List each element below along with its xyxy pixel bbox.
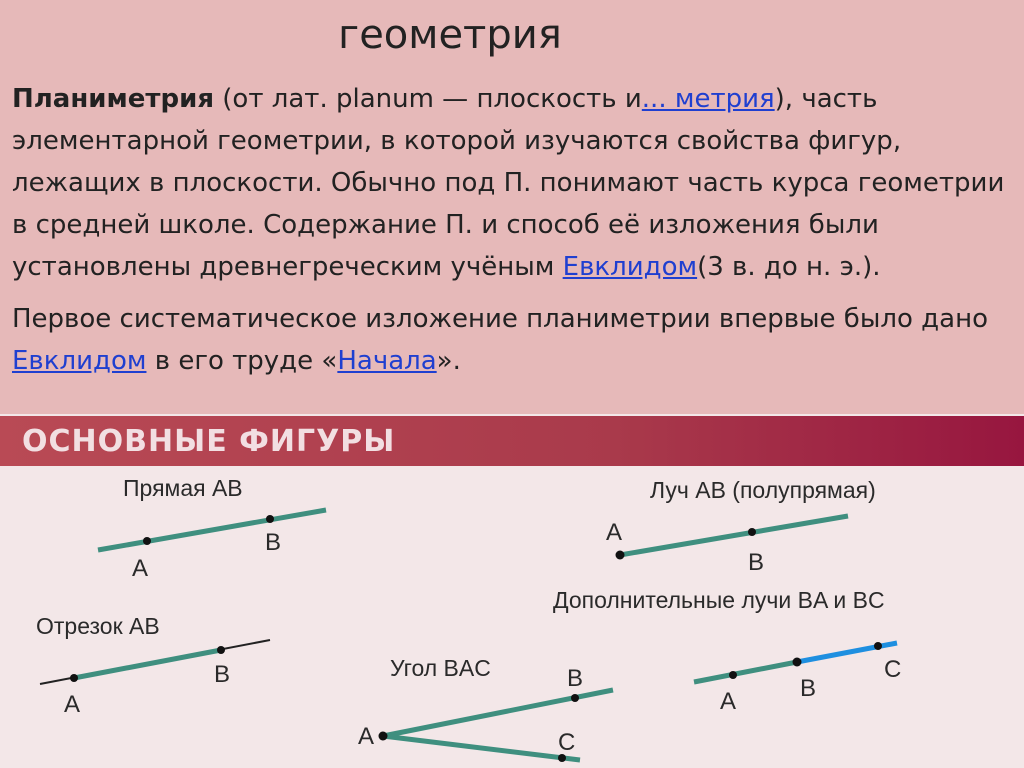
ray-bc [797,643,897,662]
label-a: A [64,691,81,718]
figure-segment [36,613,270,718]
text-fragment: ), часть элементарной геометрии, в которой изучаются свойства фигур, лежащих в плоскости. Обычно под П. понимают часть курса геометрии в средней школе. Содержание П. и способ её изложения были установлены древнегреческим учёным [12,84,1005,282]
link-elements[interactable]: Начала [337,346,437,376]
caption-complementary: Дополнительные лучи BA и BC [553,587,885,613]
point-a [616,551,625,560]
point-a [70,674,78,682]
point-a [143,537,151,545]
label-c: C [558,729,576,756]
paragraph-1 [12,78,1012,288]
text-fragment: (от лат. planum — плоскость и [214,84,642,114]
label-b: B [800,675,817,702]
point-b [266,515,274,523]
label-b: B [214,661,231,688]
label-a: A [132,555,149,582]
text-block [12,78,1012,382]
label-c: C [884,656,902,683]
banner-title: ОСНОВНЫЕ ФИГУРЫ [22,424,396,459]
link-euclid-2[interactable]: Евклидом [12,346,147,376]
point-c [874,642,882,650]
text-fragment: в его труде « [146,346,338,376]
caption-line: Прямая AB [123,475,243,501]
ray-ba [694,662,797,682]
label-a: A [606,519,623,546]
line-ab [98,510,326,550]
text-fragment: ». [436,346,461,376]
link-metria[interactable]: ... метрия [641,84,775,114]
point-b [571,694,579,702]
point-a [379,732,388,741]
point-a [729,671,737,679]
point-b [217,646,225,654]
text-fragment: (3 в. до н. э.). [697,252,881,282]
text-fragment: Первое систематическое изложение планиметрии впервые было дано [12,304,988,334]
link-euclid[interactable]: Евклидом [562,252,698,282]
point-b [748,528,756,536]
figure-line [98,475,326,582]
caption-ray: Луч AB (полупрямая) [650,477,876,503]
ray-ab [620,516,848,555]
label-b: B [567,665,584,692]
figure-ray [606,477,876,576]
label-b: B [265,529,282,556]
caption-segment: Отрезок AB [36,613,160,639]
paragraph-2 [12,298,1012,382]
slide-title: геометрия [338,12,562,58]
label-a: A [358,723,375,750]
caption-angle: Угол BAC [390,655,491,681]
label-b: B [748,549,765,576]
segment-ab [74,650,221,678]
label-a: A [720,688,737,715]
point-b [793,658,802,667]
term-planimetry: Планиметрия [12,84,215,114]
figures-illustration [0,414,1024,768]
ray-ac [383,736,580,760]
figure-angle [358,655,613,762]
figure-complementary-rays [553,587,901,715]
